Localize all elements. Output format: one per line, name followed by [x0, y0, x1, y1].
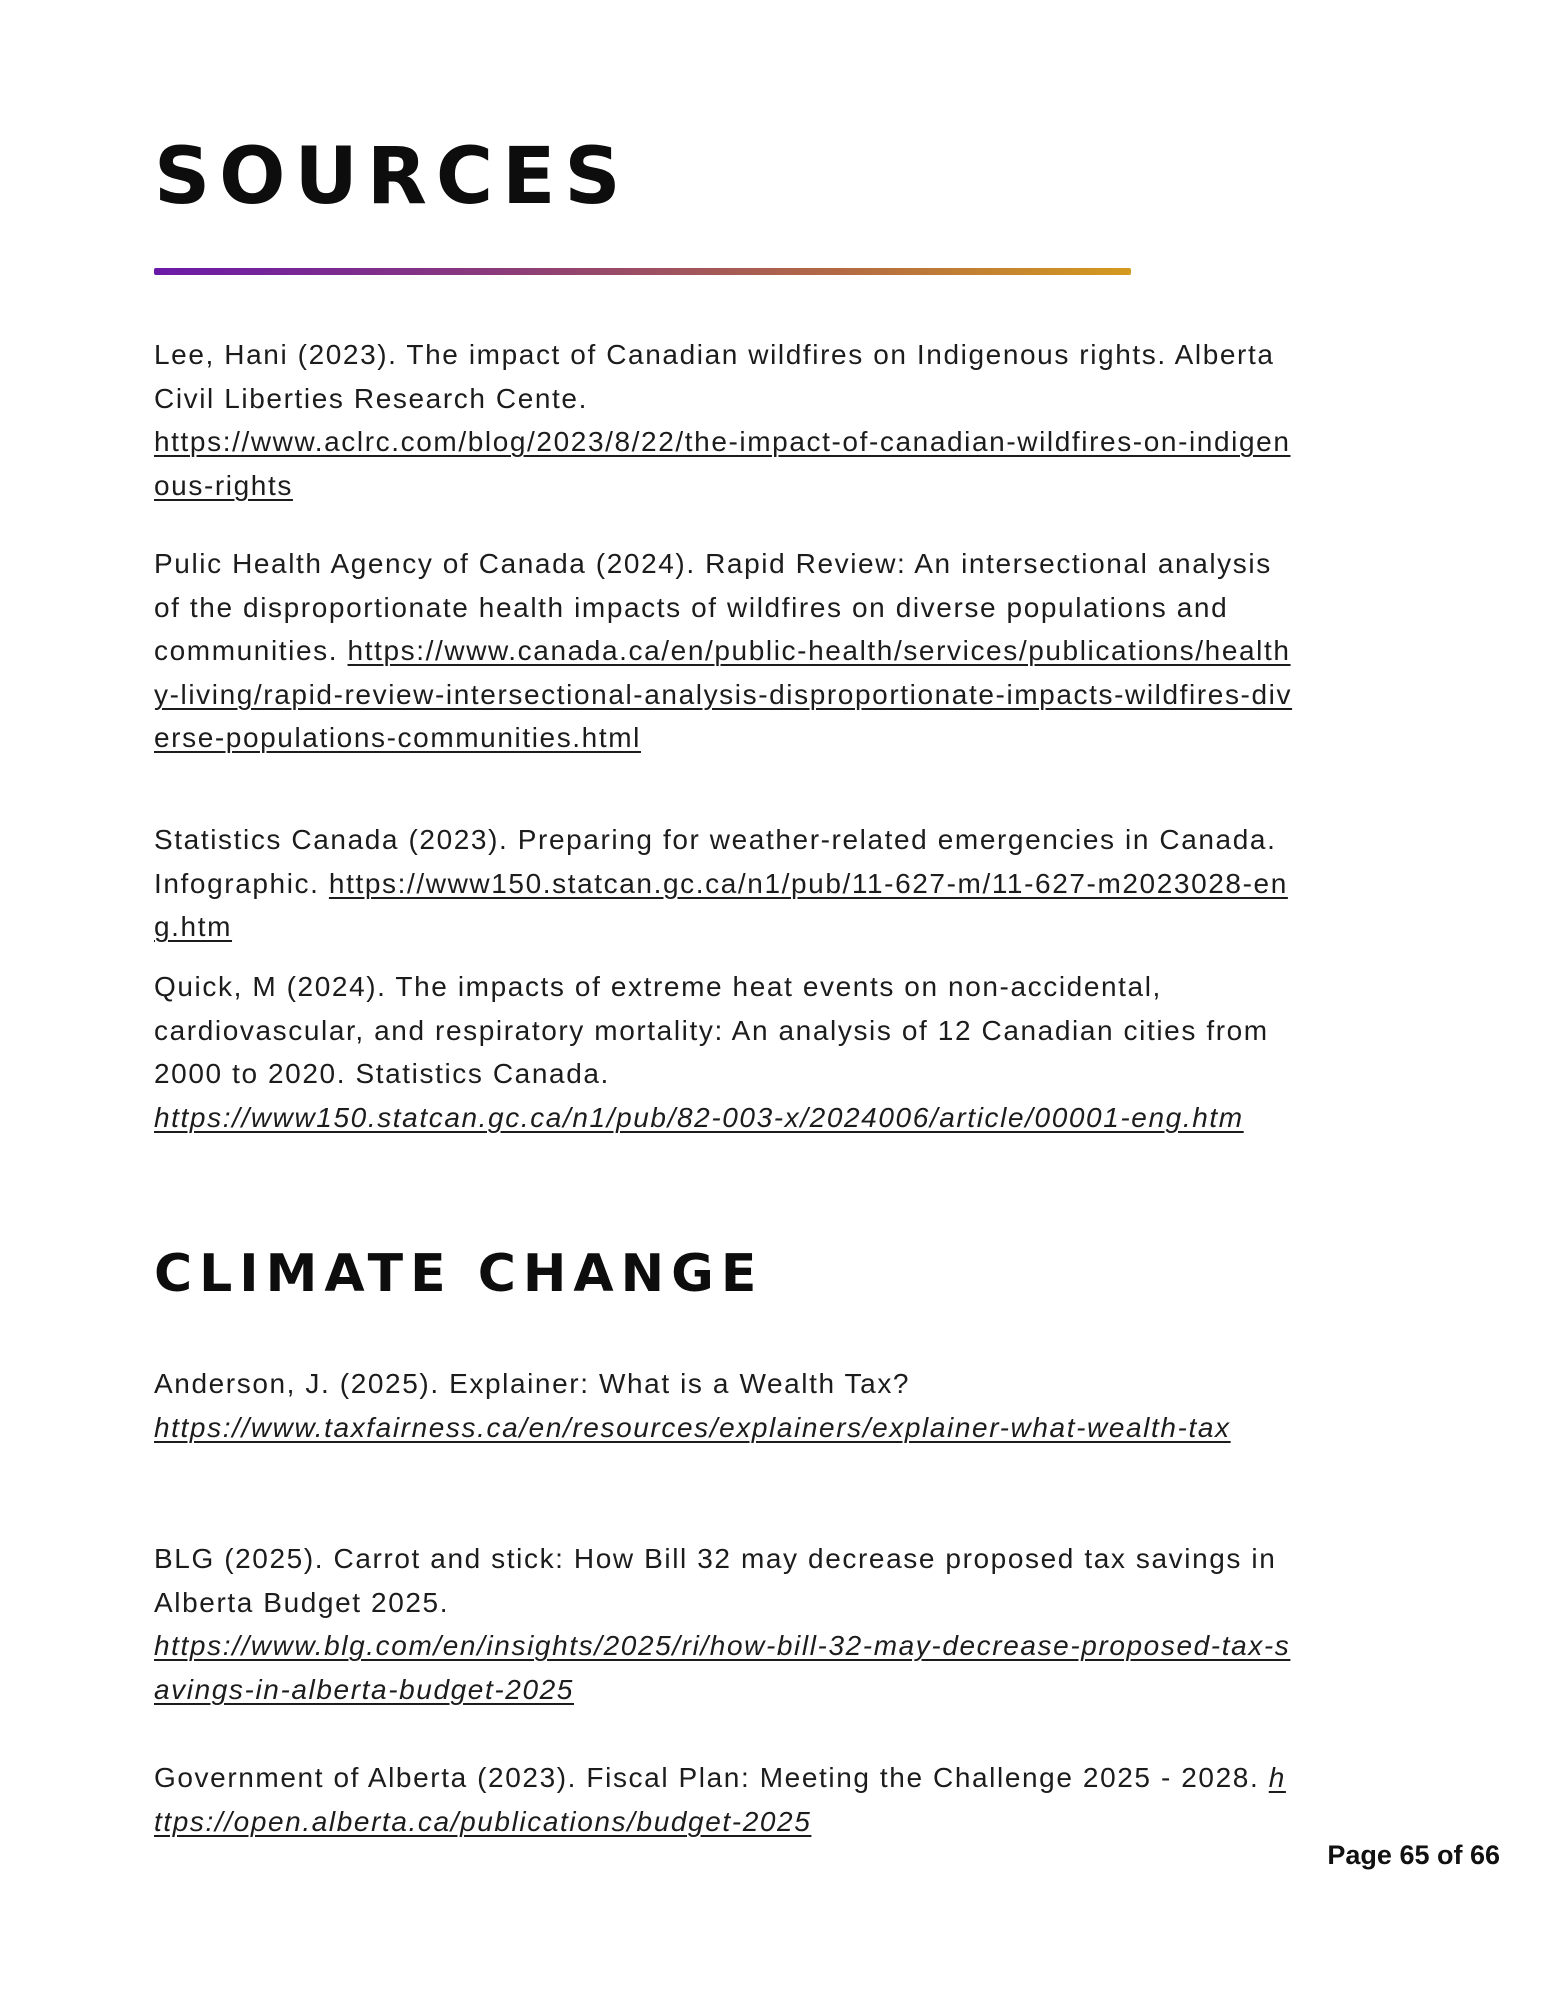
- reference-citation: Statistics Canada (2023). Preparing for weather-related emergencies in Canada. Infographic.: [154, 824, 1277, 899]
- reference-phac-2024: [154, 542, 1294, 760]
- reference-link[interactable]: https://www.blg.com/en/insights/2025/ri/how-bill-32-may-decrease-proposed-tax-savings-in-alberta-budget-2025: [154, 1630, 1291, 1705]
- title-gradient-rule: [154, 268, 1131, 275]
- reference-citation: BLG (2025). Carrot and stick: How Bill 32 may decrease proposed tax savings in Alberta Budget 2025.: [154, 1543, 1277, 1618]
- reference-link[interactable]: https://www.canada.ca/en/public-health/services/publications/healthy-living/rapid-review-intersectional-analysis-disproportionate-impacts-wildfires-diverse-populations-communities.html: [154, 635, 1293, 753]
- reference-statcan-2023: [154, 818, 1294, 949]
- reference-link[interactable]: https://www.aclrc.com/blog/2023/8/22/the-impact-of-canadian-wildfires-on-indigenous-rights: [154, 426, 1291, 501]
- reference-citation: Quick, M (2024). The impacts of extreme heat events on non-accidental, cardiovascular, and respiratory mortality: An analysis of 12 Canadian cities from 2000 to 2020. Statistics Canada.: [154, 971, 1269, 1089]
- section-title-climate-change: CLIMATE CHANGE: [154, 1244, 764, 1304]
- reference-link[interactable]: https://www150.statcan.gc.ca/n1/pub/11-627-m/11-627-m2023028-eng.htm: [154, 867, 1288, 942]
- reference-citation: Pulic Health Agency of Canada (2024). Rapid Review: An intersectional analysis of the disproportionate health impacts of wildfires on diverse populations and communities.: [154, 548, 1272, 666]
- reference-citation: Lee, Hani (2023). The impact of Canadian wildfires on Indigenous rights. Alberta Civil Liberties Research Cente.: [154, 339, 1275, 414]
- reference-link[interactable]: https://www150.statcan.gc.ca/n1/pub/82-003-x/2024006/article/00001-eng.htm: [154, 1101, 1244, 1133]
- reference-alberta-2023: [154, 1756, 1294, 1843]
- page-number: Page 65 of 66: [1327, 1840, 1500, 1870]
- reference-anderson-2025: [154, 1362, 1294, 1449]
- reference-citation: Anderson, J. (2025). Explainer: What is a Wealth Tax?: [154, 1368, 911, 1399]
- reference-lee-2023: [154, 333, 1294, 507]
- reference-citation: Government of Alberta (2023). Fiscal Plan: Meeting the Challenge 2025 - 2028.: [154, 1762, 1260, 1793]
- reference-link[interactable]: https://www.taxfairness.ca/en/resources/explainers/explainer-what-wealth-tax: [154, 1411, 1231, 1443]
- reference-link[interactable]: https://open.alberta.ca/publications/budget-2025: [154, 1762, 1286, 1837]
- reference-blg-2025: [154, 1537, 1294, 1711]
- reference-quick-2024: [154, 965, 1294, 1139]
- page-title: SOURCES: [154, 132, 630, 222]
